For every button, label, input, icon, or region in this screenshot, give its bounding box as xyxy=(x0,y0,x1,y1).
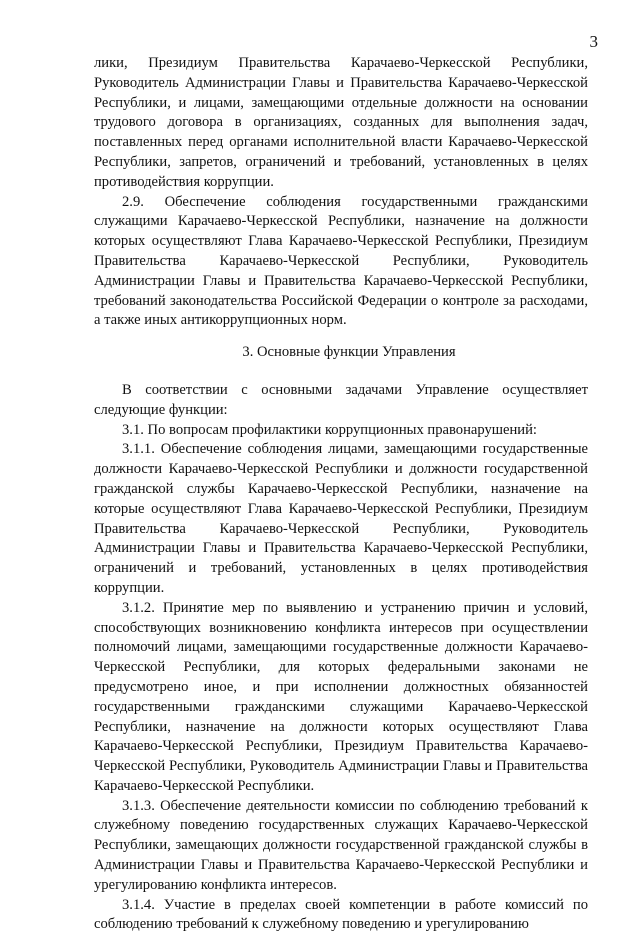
item-3-1-2: 3.1.2. Принятие мер по выявлению и устранению причин и условий, способствующих возникновению конфликта интересов при осуществлении полномочий лицами, замещающими государственные должности Карачаево-Черкесской Республики, для которых федеральными законами не предусмотрено иное, и при исполнении должностных обязанностей государственными гражданскими служащими Карачаево-Черкесской Республики, назначение на должности которых осуществляют Глава Карачаево-Черкесской Республики, Президиум Правительства Карачаево-Черкесской Республики, Руководитель Администрации Главы и Правительства Карачаево-Черкесской Республики. xyxy=(94,599,588,794)
item-3-1-1: 3.1.1. Обеспечение соблюдения лицами, замещающими государственные должности Карачаево-Черкесской Республики и должности государственной гражданской службы Карачаево-Черкесской Республики, назначение на которые осуществляют Глава Карачаево-Черкесской Республики, Президиум Правительства Карачаево-Черкесской Республики, Руководитель Администрации Главы и Правительства Карачаево-Черкесской Республики, ограничений и требований, установленных в целях противодействия коррупции. xyxy=(94,441,588,596)
item-3-1-4: 3.1.4. Участие в пределах своей компетенции в работе комиссий по соблюдению требований к служебному поведению и урегулированию xyxy=(94,896,588,933)
section-heading: 3. Основные функции Управления xyxy=(242,344,456,361)
subsection-3-1: 3.1. По вопросам профилактики коррупционных правонарушений: xyxy=(122,421,537,438)
section-intro: В соответствии с основными задачами Управление осуществляет следующие функции: xyxy=(94,381,588,418)
paragraph-continuation: лики, Президиум Правительства Карачаево-Черкесской Республики, Руководитель Администрации Главы и Правительства Карачаево-Черкесской Республики, и лицами, замещающими отдельные должности на основании трудового договора в организациях, созданных для выполнения задач, поставленных перед органами исполнительной власти Карачаево-Черкесской Республики, запретов, ограничений и требований, установленных в целях противодействия коррупции. xyxy=(94,55,588,190)
item-3-1-3: 3.1.3. Обеспечение деятельности комиссии по соблюдению требований к служебному поведению государственных служащих Карачаево-Черкесской Республики, замещающих должности государственной гражданской службы в Администрации Главы и Правительства Карачаево-Черкесской Республики и урегулированию конфликта интересов. xyxy=(94,797,588,893)
document-body xyxy=(94,54,588,935)
page-number: 3 xyxy=(589,32,598,51)
paragraph-2-9: 2.9. Обеспечение соблюдения государственными гражданскими служащими Карачаево-Черкесской Республики, назначение на должности которых осуществляют Глава Карачаево-Черкесской Республики, Президиум Правительства Карачаево-Черкесской Республики, Руководитель Администрации Главы и Правительства Карачаево-Черкесской Республики, требований законодательства Российской Федерации о контроле за расходами, а также иных антикоррупционных норм. xyxy=(94,193,588,329)
